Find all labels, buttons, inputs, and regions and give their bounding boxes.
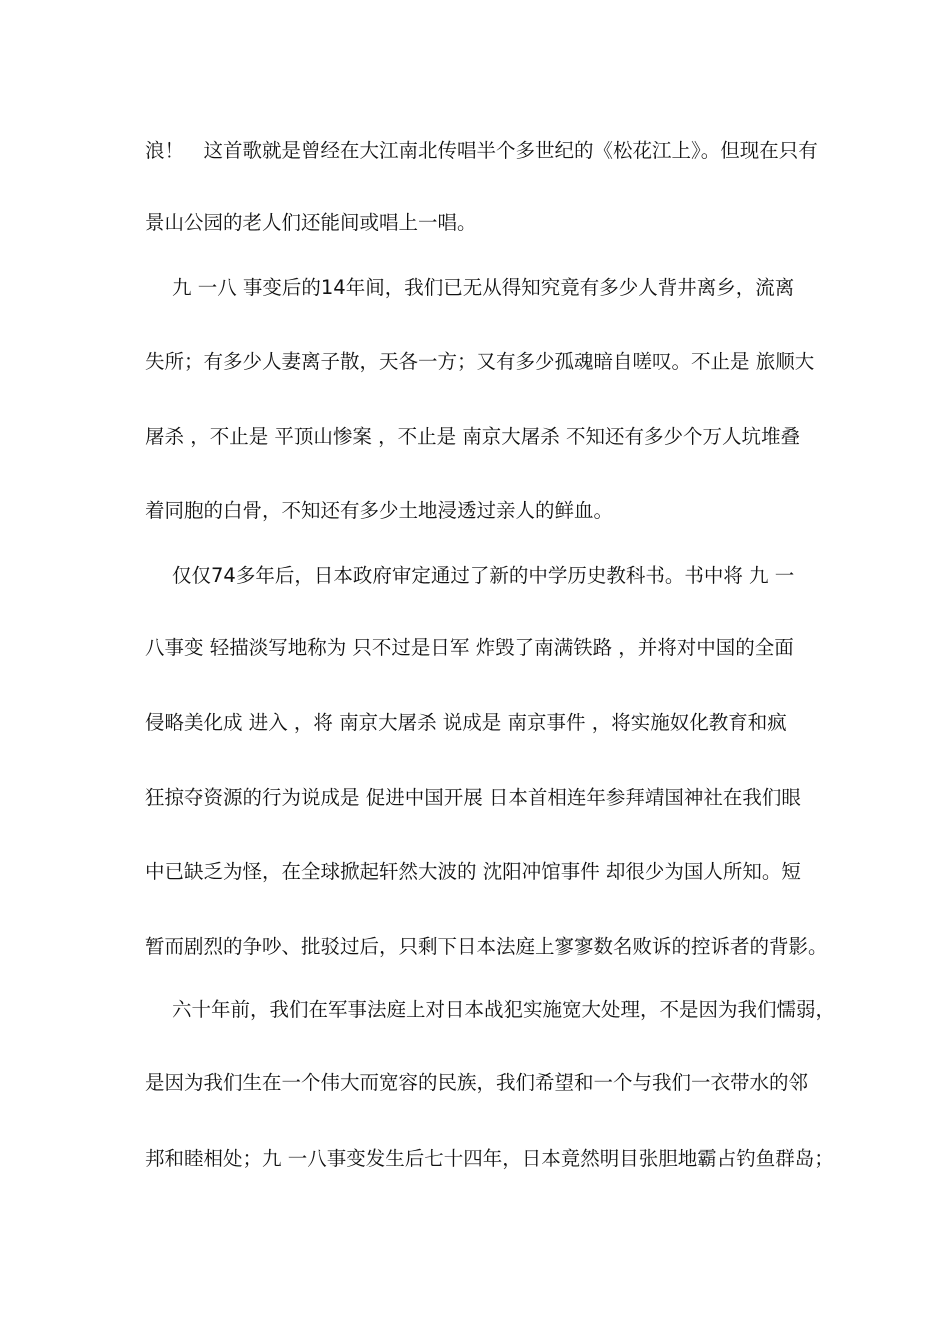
text-line: 六十年前，我们在军事法庭上对日本战犯实施宽大处理，不是因为我们懦弱， xyxy=(172,998,836,1021)
text-line: 仅仅74多年后，日本政府审定通过了新的中学历史教科书。书中将 九 一 xyxy=(172,564,795,587)
text-line: 屠杀 ，不止是 平顶山惨案 ，不止是 南京大屠杀 不知还有多少个万人坑堆叠 xyxy=(145,425,800,448)
text-line: 浪！ 这首歌就是曾经在大江南北传唱半个多世纪的《松花江上》。但现在只有 xyxy=(145,139,818,162)
text-line: 暂而剧烈的争吵、批驳过后，只剩下日本法庭上寥寥数名败诉的控诉者的背影。 xyxy=(145,935,828,958)
text-line: 侵略美化成 进入 ，将 南京大屠杀 说成是 南京事件 ，将实施奴化教育和疯 xyxy=(145,711,787,734)
text-line: 失所；有多少人妻离子散，天各一方；又有多少孤魂暗自嗟叹。不止是 旅顺大 xyxy=(145,350,815,373)
text-line: 着同胞的白骨，不知还有多少土地浸透过亲人的鲜血。 xyxy=(145,499,614,522)
text-line: 景山公园的老人们还能间或唱上一唱。 xyxy=(145,211,477,234)
text-line: 是因为我们生在一个伟大而宽容的民族，我们希望和一个与我们一衣带水的邻 xyxy=(145,1071,809,1094)
text-line: 狂掠夺资源的行为说成是 促进中国开展 日本首相连年参拜靖国神社在我们眼 xyxy=(145,786,801,809)
text-line: 邦和睦相处；九 一八事变发生后七十四年，日本竟然明目张胆地霸占钓鱼群岛； xyxy=(145,1147,834,1170)
text-line: 九 一八 事变后的14年间，我们已无从得知究竟有多少人背井离乡，流离 xyxy=(172,276,795,299)
text-line: 中已缺乏为怪，在全球掀起轩然大波的 沈阳冲馆事件 却很少为国人所知。短 xyxy=(145,860,801,883)
text-line: 八事变 轻描淡写地称为 只不过是日军 炸毁了南满铁路 ，并将对中国的全面 xyxy=(145,636,794,659)
